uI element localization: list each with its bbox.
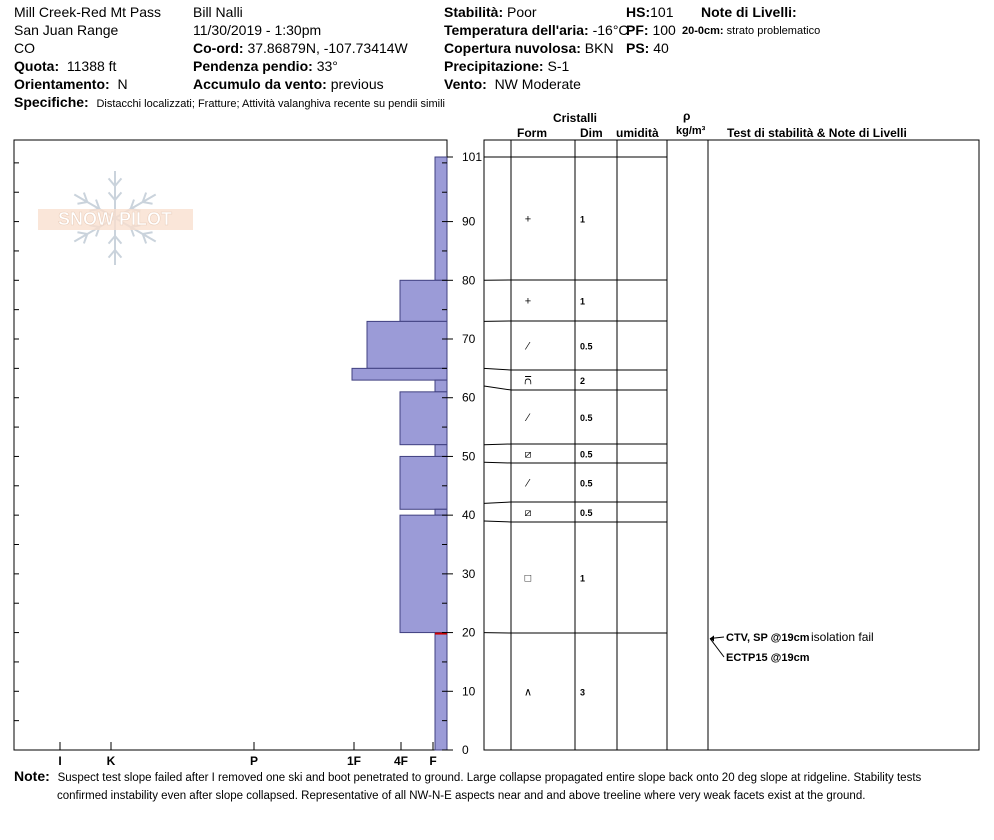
hardness-bar — [400, 515, 447, 632]
hs-value: 101 — [650, 4, 674, 20]
test-note: isolation fail — [811, 630, 874, 644]
stability-label: Stabilità: — [444, 4, 504, 20]
layer-connector — [484, 368, 511, 370]
hardness-tick-label: 4F — [393, 754, 409, 768]
wind-label: Vento: — [444, 76, 487, 92]
location: Mill Creek-Red Mt Pass — [14, 4, 162, 20]
hardness-bar — [367, 321, 447, 368]
stability-tests — [710, 630, 874, 664]
elevation-label: Quota: — [14, 58, 60, 74]
note-label: Note: — [14, 768, 50, 784]
grain-size: 0.5 — [580, 478, 593, 489]
hardness-tick-label: I — [58, 754, 62, 768]
grain-size: 1 — [580, 573, 586, 584]
grain-form-symbol: + — [524, 295, 532, 308]
wind-value: NW Moderate — [494, 76, 581, 92]
layer-connector — [484, 521, 511, 522]
depth-label: 60 — [462, 390, 476, 405]
depth-label: 90 — [462, 214, 476, 229]
grain-size: 0.5 — [580, 508, 593, 518]
hardness-tick-label: F — [429, 754, 437, 768]
flake-branch — [77, 202, 87, 204]
grain-size: 3 — [580, 687, 586, 698]
logo-text: SNOW PILOT — [58, 209, 172, 229]
sky-label: Copertura nuvolosa: — [444, 40, 581, 56]
hs-label: HS: — [626, 4, 651, 20]
grain-form-symbol: ⧄ — [524, 507, 532, 519]
depth-label: 10 — [462, 684, 476, 699]
layer-connector — [484, 444, 511, 445]
hardness-chart — [14, 140, 447, 768]
flake-branch — [77, 232, 87, 234]
note — [14, 768, 921, 787]
precip-value: S-1 — [547, 58, 570, 74]
depth-label: 20 — [462, 625, 476, 640]
grain-form-symbol: + — [524, 213, 532, 226]
depth-label: 70 — [462, 332, 476, 347]
layer-connector — [484, 386, 511, 390]
grain-size: 1 — [580, 214, 586, 225]
flake-branch — [143, 232, 153, 234]
grain-form-symbol: ⩃ — [524, 375, 532, 387]
hardness-tick-label: 1F — [346, 754, 362, 768]
air-temp-label: Temperatura dell'aria: — [444, 22, 589, 38]
grain-size: 0.5 — [580, 413, 593, 423]
rho-header: ρ — [683, 109, 691, 123]
stability-value: Poor — [507, 4, 537, 20]
grain-size: 0.5 — [580, 341, 593, 352]
hardness-bar — [435, 509, 447, 515]
wind-load-value: previous — [330, 76, 384, 92]
hardness-bar — [435, 380, 447, 392]
grain-form-symbol: ⧄ — [524, 448, 532, 461]
grain-size: 1 — [580, 296, 586, 307]
slope-value: 33° — [316, 58, 338, 74]
test-result: CTV, SP @19cm — [726, 632, 810, 644]
layer-notes-title: Note di Livelli: — [701, 4, 797, 20]
depth-label: 0 — [462, 743, 469, 757]
density-unit-header: kg/m³ — [676, 125, 706, 137]
datetime: 11/30/2019 - 1:30pm — [193, 22, 322, 38]
observer: Bill Nalli — [193, 4, 243, 20]
state: CO — [14, 40, 35, 56]
depth-label: 101 — [462, 150, 483, 164]
hardness-bar — [352, 368, 447, 380]
layer-note-depth: 20-0cm: — [682, 25, 724, 37]
air-temp-value: -16°C — [592, 22, 629, 38]
note-line-2: confirmed instability even after slope collapsed. Representative of all NW-N-E aspects near and and above treeline where very weak facets exist at the ground. — [57, 790, 866, 802]
grain-form-symbol: ∧ — [523, 686, 533, 699]
dim-header: Dim — [580, 126, 603, 140]
layer-table — [447, 140, 979, 757]
hardness-bar — [400, 280, 447, 321]
hardness-tick-label: P — [249, 754, 259, 768]
stability-notes-header: Test di stabilità & Note di Livelli — [727, 126, 907, 140]
ps-label: PS: — [626, 40, 650, 56]
form-header: Form — [517, 126, 547, 140]
coord-label: Co-ord: — [193, 40, 244, 56]
coord-value: 37.86879N, -107.73414W — [247, 40, 408, 56]
grain-size: 2 — [580, 376, 586, 386]
depth-label: 80 — [462, 273, 476, 288]
specifics-label: Specifiche: — [14, 94, 89, 110]
layer-connector — [484, 462, 511, 463]
grain-form-symbol: ⁄ — [527, 340, 529, 353]
test-arrow — [710, 638, 724, 657]
precip-label: Precipitazione: — [444, 58, 544, 74]
grain-form-symbol: ⁄ — [527, 412, 529, 424]
grain-size: 0.5 — [580, 449, 593, 460]
hardness-bar — [400, 392, 447, 445]
depth-label: 40 — [462, 508, 476, 523]
crystals-header: Cristalli — [553, 111, 598, 125]
depth-label: 30 — [462, 566, 476, 581]
layer-note-text: strato problematico — [726, 25, 821, 37]
grain-form-symbol: □ — [524, 572, 532, 585]
elevation-value: 11388 ft — [66, 58, 117, 74]
pf-label: PF: — [626, 22, 649, 38]
depth-label: 50 — [462, 449, 476, 464]
hardness-bar — [400, 456, 447, 509]
wind-load-label: Accumulo da vento: — [193, 76, 327, 92]
test-result: ECTP15 @19cm — [726, 652, 810, 664]
note-line-1: Suspect test slope failed after I removed one ski and boot penetrated to ground. Large collapse propagated entire slope back onto 20 deg slope at ridgeline. Stability tests — [57, 772, 922, 784]
slope-label: Pendenza pendio: — [193, 58, 313, 74]
aspect-label: Orientamento: — [14, 76, 110, 92]
ps-value: 40 — [653, 40, 669, 56]
hardness-tick-label: K — [106, 754, 116, 768]
specifics-value: Distacchi localizzati; Fratture; Attività valanghiva recente su pendii simili — [96, 98, 445, 110]
hardness-bar — [435, 157, 447, 280]
layer-connector — [484, 502, 511, 503]
pf-value: 100 — [652, 22, 676, 38]
sky-value: BKN — [584, 40, 614, 56]
hardness-bar — [435, 445, 447, 457]
grain-form-symbol: ⁄ — [527, 477, 529, 490]
range: San Juan Range — [14, 22, 119, 38]
flake-branch — [143, 202, 153, 204]
aspect-value: N — [117, 76, 128, 92]
moisture-header: umidità — [616, 126, 659, 140]
snowpilot-logo — [38, 171, 193, 265]
